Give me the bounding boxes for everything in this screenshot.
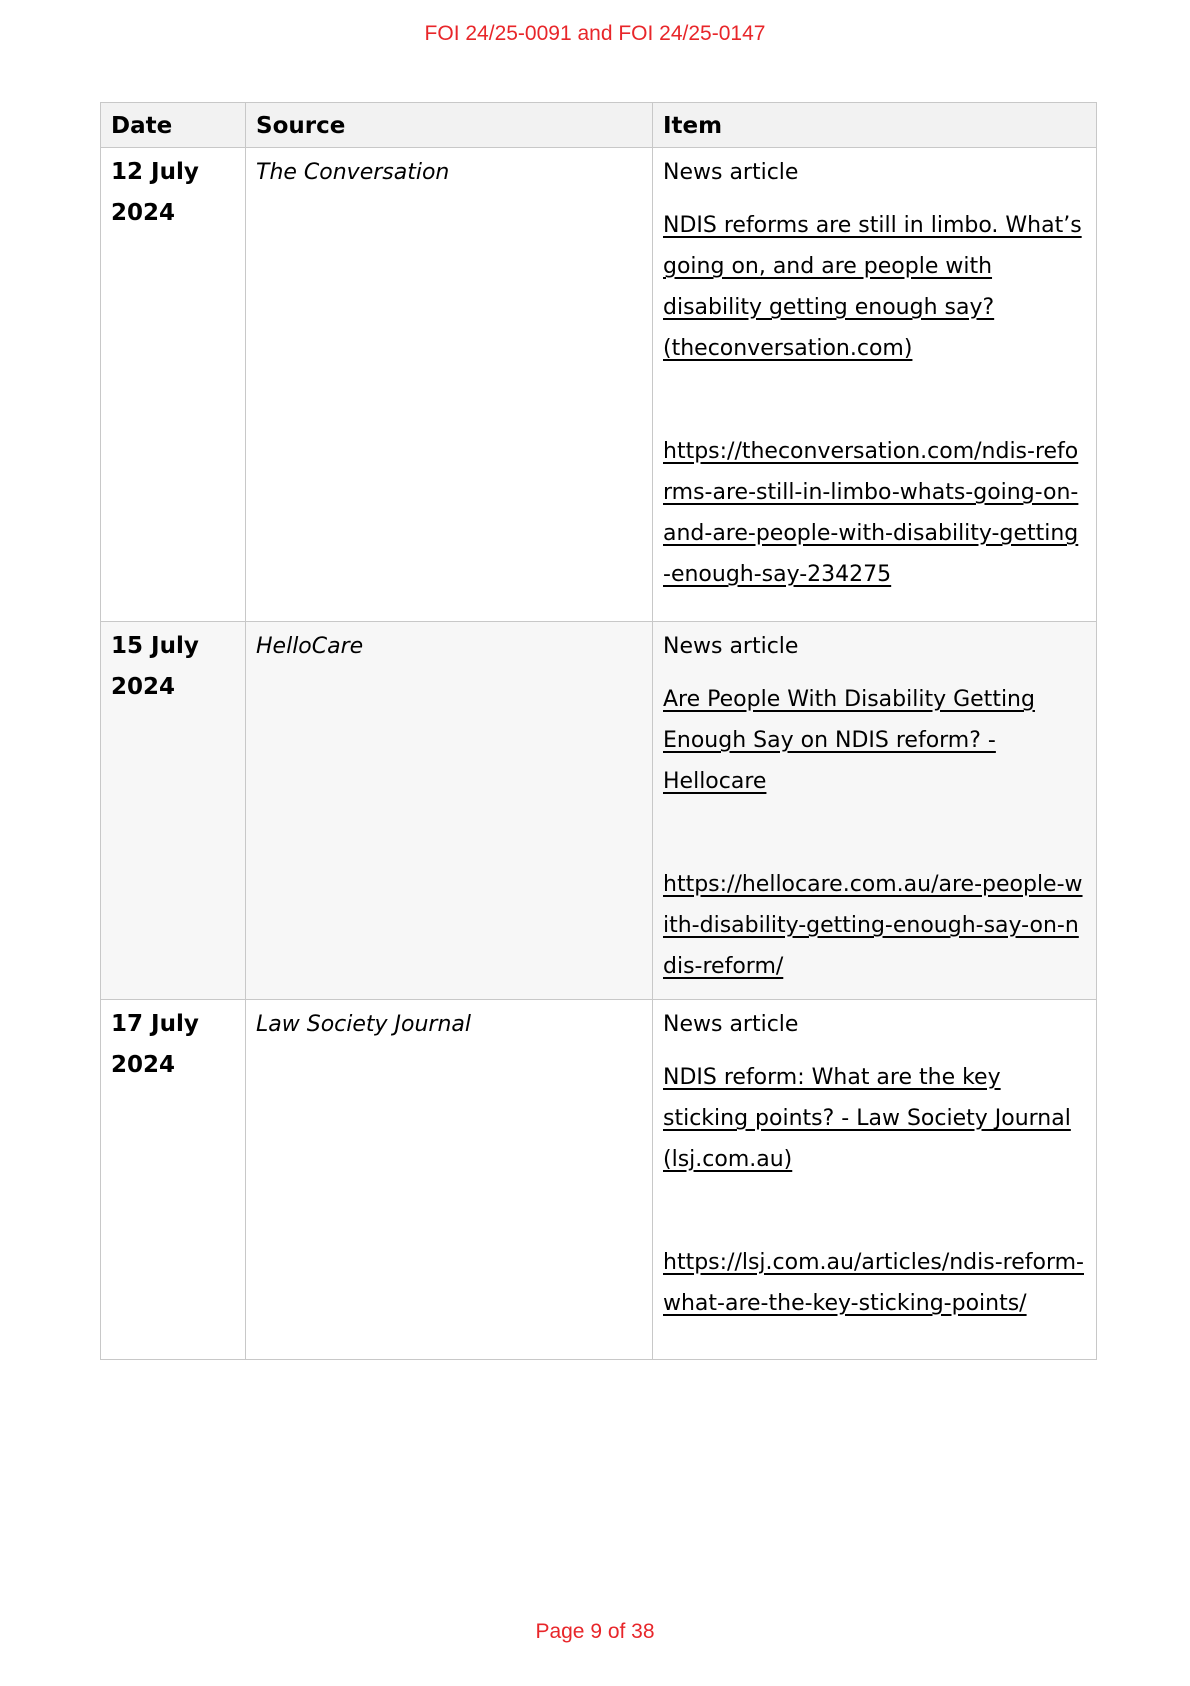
date-day-month: 17 July [111,1011,199,1037]
source-cell: The Conversation [246,148,653,622]
document-reference-header: FOI 24/25-0091 and FOI 24/25-0147 [424,22,766,45]
item-cell [653,622,1097,1000]
table-row [101,622,1097,1000]
column-header-source: Source [246,103,653,148]
column-header-date: Date [101,103,246,148]
article-url-link[interactable]: https://hellocare.com.au/are-people-with-disability-getting-enough-say-on-ndis-reform/ [663,872,1083,979]
item-type: News article [663,160,799,185]
article-link[interactable]: NDIS reform: What are the key sticking points? - Law Society Journal (lsj.com.au) [663,1065,1071,1172]
article-url-link[interactable]: https://lsj.com.au/articles/ndis-reform-what-are-the-key-sticking-points/ [663,1250,1084,1316]
date-year: 2024 [111,674,176,700]
item-cell [653,148,1097,622]
source-cell: HelloCare [246,622,653,1000]
article-url-link[interactable]: https://theconversation.com/ndis-reforms-are-still-in-limbo-whats-going-on-and-are-people-with-disability-getting-enough-say-234275 [663,439,1079,587]
page-number-footer: Page 9 of 38 [535,1620,655,1643]
table-row [101,1000,1097,1360]
date-year: 2024 [111,1052,176,1078]
media-items-table [100,102,1097,1360]
table-header-row [101,103,1097,148]
date-cell [101,622,246,1000]
item-type: News article [663,1012,799,1037]
item-cell [653,1000,1097,1360]
date-day-month: 15 July [111,633,199,659]
date-cell [101,148,246,622]
date-day-month: 12 July [111,159,199,185]
item-type: News article [663,634,799,659]
source-cell: Law Society Journal [246,1000,653,1360]
article-link[interactable]: NDIS reforms are still in limbo. What’s going on, and are people with disability getting enough say? (theconversation.com) [663,213,1082,361]
date-year: 2024 [111,200,176,226]
article-link[interactable]: Are People With Disability Getting Enough Say on NDIS reform? - Hellocare [663,687,1035,794]
table-row [101,148,1097,622]
date-cell [101,1000,246,1360]
column-header-item: Item [653,103,1097,148]
